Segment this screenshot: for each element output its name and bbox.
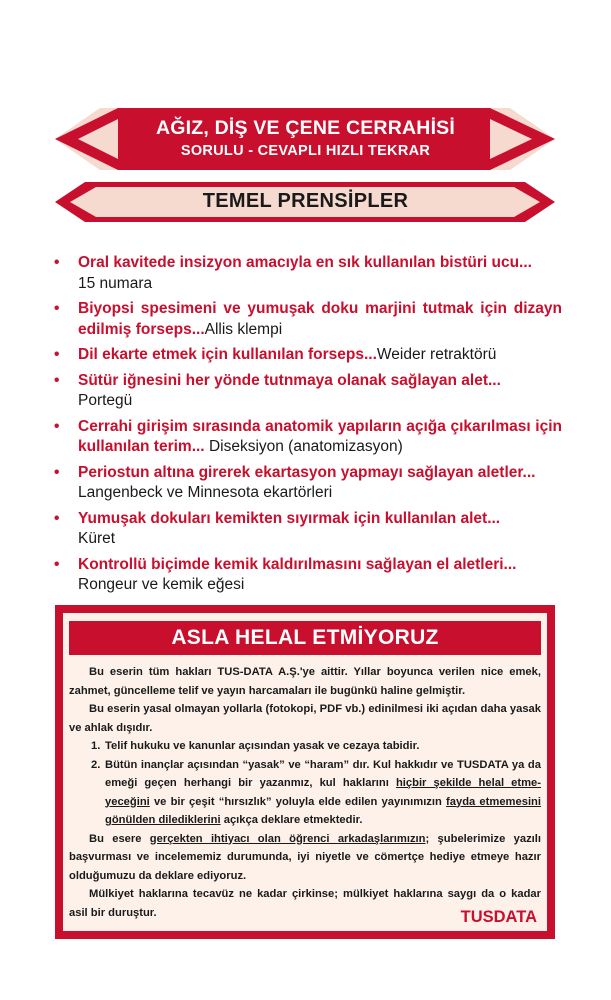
underlined-text: fayda etmemesini gönülden dilediklerini [105, 795, 541, 826]
paragraph-text: Bu esere [89, 832, 150, 845]
answer: Langenbeck ve Minnesota ekartörleri [78, 484, 333, 501]
list-text: açıkça deklare etmektedir. [220, 814, 363, 826]
bullet: • [54, 417, 60, 435]
copyright-notice-box [55, 605, 555, 939]
answer: Portegü [78, 392, 133, 409]
answer: Allis klempi [204, 320, 283, 338]
paragraph-text: ; şubelerimize yazılı başvurması ve incelememiz durumunda, iyi niyetle ve cömertçe hediye etmeye hazır olduğumuzu da deklare ediyoruz. [69, 832, 541, 882]
bullet: • [54, 346, 60, 363]
bullet: • [54, 555, 60, 573]
qa-item [52, 555, 562, 596]
notice-list [69, 737, 541, 830]
notice-paragraph [69, 830, 541, 886]
notice-header: ASLA HELAL ETMİYORUZ [69, 621, 541, 655]
list-text: Telif hukuku ve kanunlar açısından yasak ve cezaya tabidir. [105, 740, 420, 752]
bullet: • [54, 300, 60, 317]
qa-item [52, 299, 562, 340]
question: Sütür iğnesini her yönde tutnmaya olanak sağlayan alet... [78, 371, 501, 389]
answer: 15 numara [78, 274, 153, 292]
list-text: ve bir çeşit “hırsızlık” yoluyla elde edilen yayınımızın [149, 795, 447, 808]
answer: Küret [78, 530, 116, 547]
notice-paragraph: Mülkiyet haklarına tecavüz ne kadar çirkinse; mülkiyet haklarına saygı da o kadar asil bir duruştur. [69, 888, 541, 919]
section-banner [0, 182, 611, 222]
qa-item [52, 371, 562, 412]
qa-item [52, 345, 562, 366]
bullet: • [54, 254, 60, 271]
publisher-signature: TUSDATA [460, 908, 537, 926]
bullet: • [54, 371, 60, 389]
question: Cerrahi girişim sırasında anatomik yapıların açığa çıkarılması için kullanılan terim... [78, 417, 562, 455]
qa-item [52, 509, 562, 550]
notice-list-item [69, 737, 541, 756]
answer: Weider retraktörü [376, 346, 497, 363]
underlined-text: gerçekten ihtiyacı olan öğrenci arkadaşlarımızın [149, 832, 426, 845]
section-title: TEMEL PRENSİPLER [202, 190, 409, 212]
list-number: 2. [91, 758, 101, 771]
notice-list-item [69, 756, 541, 830]
notice-paragraph: Bu eserin tüm hakları TUS-DATA A.Ş.'ye aittir. Yıllar boyunca verilen nice emek, zahmet, güncelleme telif ve yayın harcamaları ile bugünkü haline gelmiştir. [69, 666, 541, 697]
notice-body [69, 663, 541, 922]
question: Kontrollü biçimde kemik kaldırılmasını sağlayan el aletleri... [78, 555, 517, 573]
answer: Rongeur ve kemik eğesi [78, 576, 245, 593]
notice-inner [63, 613, 547, 931]
bullet: • [54, 463, 60, 481]
notice-paragraph: Bu eserin yasal olmayan yollarla (fotokopi, PDF vb.) edinilmesi iki açıdan daha yasak ve ahlak dışıdır. [69, 703, 541, 734]
underlined-text: hiçbir şekilde helal etme-yeceğini [105, 777, 541, 808]
qa-list [52, 253, 562, 601]
answer: Diseksiyon (anatomizasyon) [208, 438, 403, 455]
question: Oral kavitede insizyon amacıyla en sık kullanılan bistüri ucu... [78, 254, 532, 271]
qa-item [52, 417, 562, 458]
title-banner [0, 108, 611, 170]
question: Yumuşak dokuları kemikten sıyırmak için kullanılan alet... [78, 509, 501, 527]
bullet: • [54, 509, 60, 527]
list-number: 1. [91, 740, 101, 752]
book-subtitle: SORULU - CEVAPLI HIZLI TEKRAR [180, 143, 431, 159]
qa-item [52, 463, 562, 504]
question: Dil ekarte etmek için kullanılan forseps... [78, 346, 377, 363]
question: Periostun altına girerek ekartasyon yapmayı sağlayan aletler... [78, 463, 536, 481]
list-text: Bütün inançlar açısından “yasak” ve “haram” dır. Kul hakkıdır ve TUSDATA ya da emeği geçen herhangi bir yazanmız, kul haklarını [105, 758, 541, 789]
book-title: AĞIZ, DİŞ VE ÇENE CERRAHİSİ [155, 117, 456, 139]
qa-item [52, 253, 562, 294]
question: Biyopsi spesimeni ve yumuşak doku marjini tutmak için dizayn edilmiş forseps... [78, 300, 562, 338]
